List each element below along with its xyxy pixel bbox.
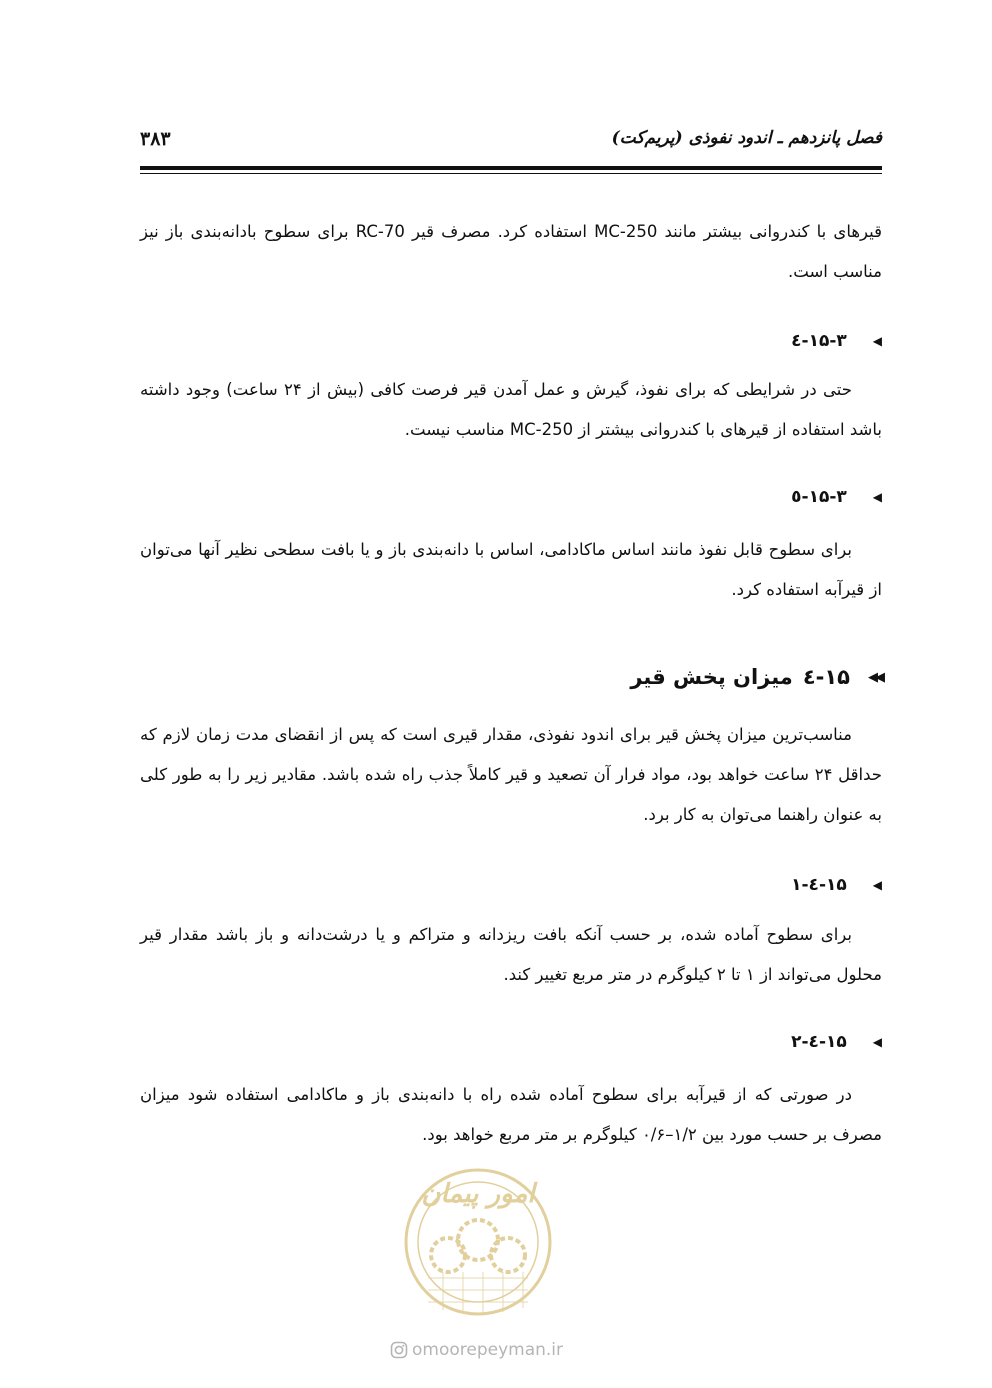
paragraph: مناسب‌ترین میزان پخش قیر برای اندود نفوذی، مقدار قیری است که پس از انقضای مدت زمان لازم که حداقل ۲۴ ساعت خواهد بود، مواد فرار آن تصعید و قیر کاملاً جذب راه شده باشد. مقادیر زیر را به طور کلی به عنوان راهنما می‌توان به کار برد.: [140, 725, 883, 824]
double-triangle-bullet-icon: ◀◀: [868, 669, 882, 685]
header-rule-thick: [140, 166, 882, 170]
chapter-title: فصل پانزدهم ـ اندود نفوذی (پریم‌کت): [611, 128, 882, 148]
page-number: ۳۸۳: [140, 128, 171, 150]
subheading: [791, 326, 882, 356]
section-heading: [630, 660, 882, 694]
triangle-bullet-icon: ◀: [872, 878, 882, 892]
subheading: [791, 1027, 882, 1057]
watermark-url-text: omoorepeyman.ir: [412, 1340, 564, 1360]
seal-watermark-icon: [388, 1160, 568, 1320]
instagram-icon: [390, 1341, 408, 1359]
triangle-bullet-icon: ◀: [872, 1035, 882, 1049]
paragraph: در صورتی که از قیرآبه برای سطوح آماده شده راه با دانه‌بندی باز و ماکادامی استفاده شود میزان مصرف بر حسب مورد بین ۱/۲–۰/۶ کیلوگرم بر متر مربع خواهد بود.: [140, 1085, 882, 1144]
paragraph: برای سطوح آماده شده، بر حسب آنکه بافت ریزدانه و متراکم و یا درشت‌دانه و باز باشد مقدار قیر محلول می‌تواند از ۱ تا ۲ کیلوگرم در متر مربع تغییر کند.: [140, 925, 882, 984]
triangle-bullet-icon: ◀: [872, 490, 882, 504]
watermark-url: [390, 1340, 590, 1360]
subheading-number: ۱۵-۳-٥: [791, 487, 847, 507]
page-header: [140, 128, 882, 158]
triangle-bullet-icon: ◀: [872, 334, 882, 348]
seal-text: امور پیمان: [421, 1179, 535, 1209]
section-heading-number: ۱۵-٤: [802, 665, 850, 689]
subheading-number: ۱۵-٤-۲: [791, 1032, 847, 1052]
section-heading-title: میزان پخش قیر: [630, 665, 793, 689]
paragraph: حتی در شرایطی که برای نفوذ، گیرش و عمل آمدن قیر فرصت کافی (بیش از ۲۴ ساعت) وجود داشته باشد استفاده از قیرهای با کندروانی بیشتر از MC-250 مناسب نیست.: [140, 380, 882, 439]
subheading-number: ۱۵-۳-٤: [791, 331, 847, 351]
subheading-number: ۱۵-٤-۱: [791, 875, 847, 895]
subheading: [791, 870, 882, 900]
paragraph: برای سطوح قابل نفوذ مانند اساس ماکادامی، اساس با دانه‌بندی باز و یا بافت سطحی نظیر آنها می‌توان از قیرآبه استفاده کرد.: [140, 540, 882, 599]
paragraph: قیرهای با کندروانی بیشتر مانند MC-250 استفاده کرد. مصرف قیر RC-70 برای سطوح بادانه‌بندی باز نیز مناسب است.: [140, 222, 883, 281]
header-rule-thin: [140, 173, 882, 174]
subheading: [791, 482, 882, 512]
